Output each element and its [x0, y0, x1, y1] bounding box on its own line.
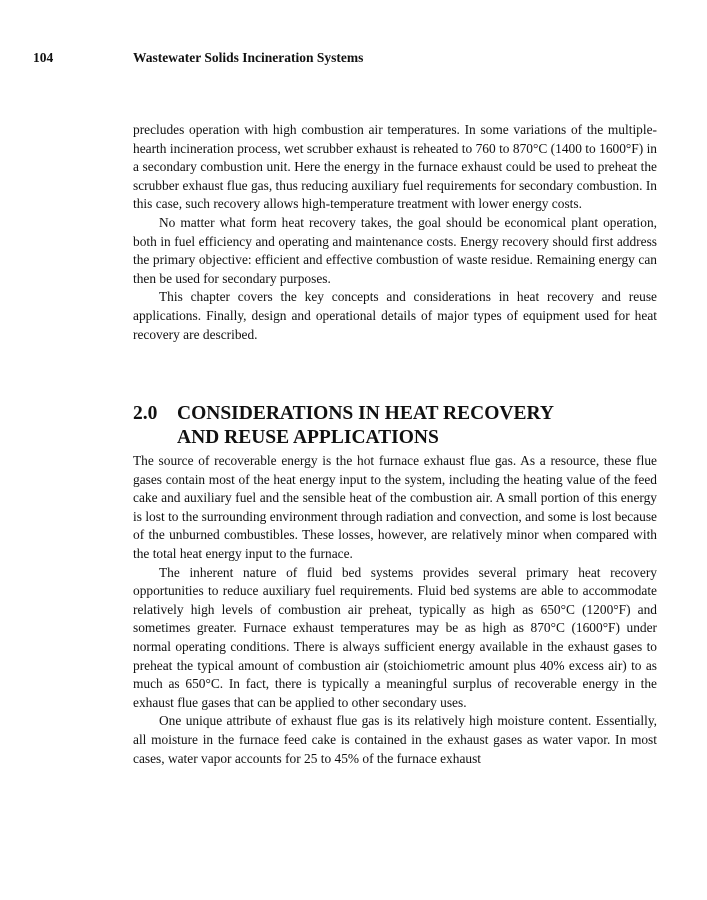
section-number: 2.0	[133, 403, 158, 424]
intro-text-block	[133, 121, 657, 344]
paragraph-fluid-bed: The inherent nature of fluid bed systems provides several primary heat recovery opportunities to reduce auxiliary fuel requirements. Fluid bed systems are able to accommodate relatively high levels of combustion air preheat, typically as high as 650°C (1200°F) and sometimes greater. Furnace exhaust temperatures may be as high as 870°C (1600°F) under normal operating conditions. There is always sufficient energy available in the exhaust gases to preheat the typical amount of combustion air (stoichiometric amount plus 40% excess air) to as much as 650°C. In fact, there is typically a meaningful surplus of recoverable energy in the exhaust flue gases that can be applied to other secondary uses.	[133, 564, 657, 710]
paragraph-heat-recovery-goal: No matter what form heat recovery takes, the goal should be economical plant operation, both in fuel efficiency and operating and maintenance costs. Energy recovery should first address the primary objective: efficient and effective combustion of waste residue. Remaining energy can then be used for secondary purposes.	[133, 214, 657, 286]
running-title: Wastewater Solids Incineration Systems	[133, 50, 364, 65]
paragraph-continuation: precludes operation with high combustion air temperatures. In some variations of the multiple-hearth incineration process, wet scrubber exhaust is reheated to 760 to 870°C (1400 to 1600°F) in a secondary combustion unit. Here the energy in the furnace exhaust could be used to preheat the scrubber exhaust flue gas, thus reducing auxiliary fuel requirements for secondary combustion. In this case, such recovery allows high-temperature treatment with lower energy costs.	[133, 122, 657, 212]
section-title-line2: AND REUSE APPLICATIONS	[177, 427, 439, 448]
section-heading	[133, 402, 657, 450]
paragraph-energy-source: The source of recoverable energy is the hot furnace exhaust flue gas. As a resource, these flue gases contain most of the heat energy input to the system, including the heating value of the feed cake and auxiliary fuel and the sensible heat of the combustion air. A small portion of this energy is lost to the surrounding environment through radiation and convection, and some is lost because of the unburned combustibles. These losses, however, are relatively minor when compared with the total heat energy input to the furnace.	[133, 453, 657, 561]
page-number: 104	[33, 50, 54, 65]
paragraph-chapter-overview: This chapter covers the key concepts and considerations in heat recovery and reuse applications. Finally, design and operational details of major types of equipment used for heat recovery are described.	[133, 289, 657, 342]
section-text-block	[133, 452, 657, 768]
running-header	[33, 50, 363, 66]
paragraph-moisture: One unique attribute of exhaust flue gas is its relatively high moisture content. Essentially, all moisture in the furnace feed cake is contained in the exhaust gases as water vapor. In most cases, water vapor accounts for 25 to 45% of the furnace exhaust	[133, 713, 657, 766]
section-title-line1: CONSIDERATIONS IN HEAT RECOVERY	[177, 403, 554, 424]
